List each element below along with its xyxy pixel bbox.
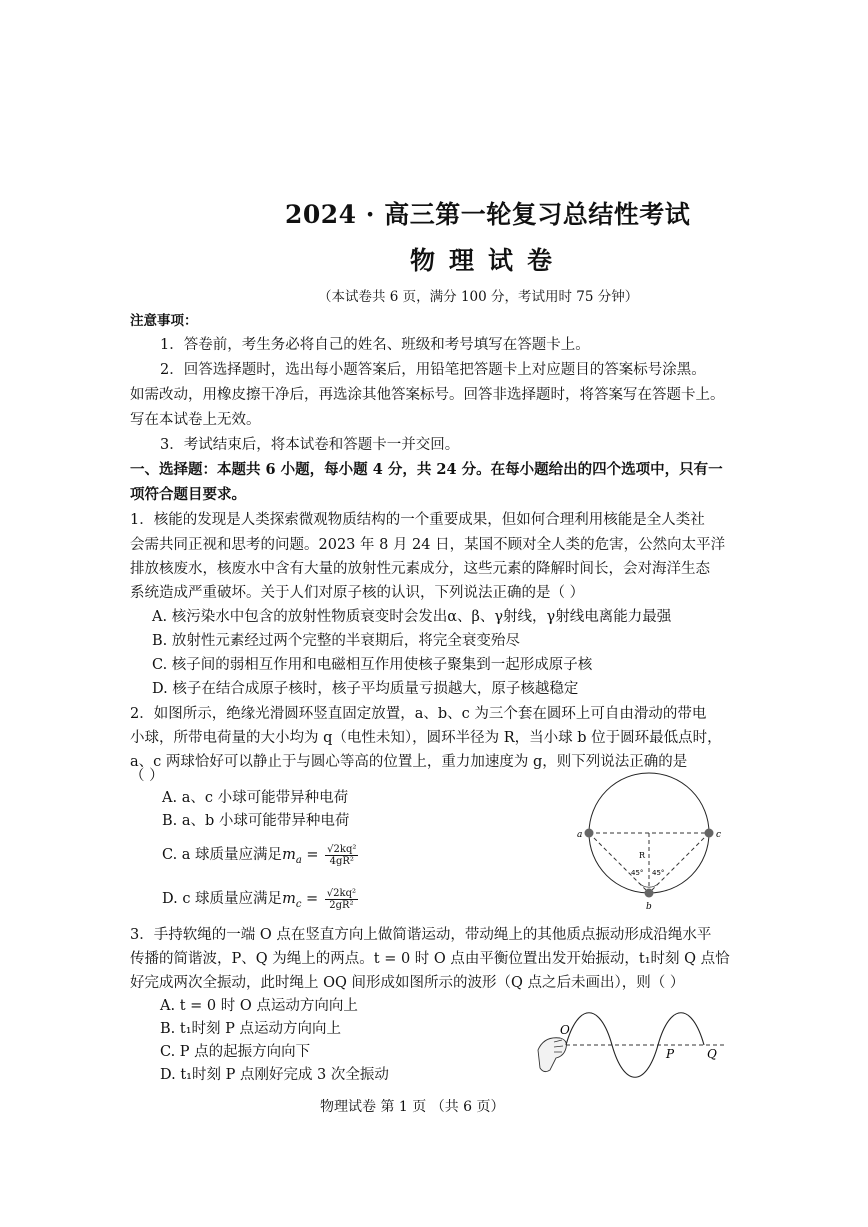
q2-option-a: A. a、c 小球可能带异种电荷 (162, 790, 349, 806)
note-line: 2．回答选择题时，选出每小题答案后，用铅笔把答题卡上对应题目的答案标号涂黑。 (160, 362, 706, 378)
note-line: 1．答卷前，考生务必将自己的姓名、班级和考号填写在答题卡上。 (160, 337, 590, 353)
label-c: c (716, 830, 722, 840)
q1-option-a: A. 核污染水中包含的放射性物质衰变时会发出α、β、γ射线，γ射线电离能力最强 (152, 609, 672, 625)
ball-b (645, 889, 654, 898)
q2-stem: 2．如图所示，绝缘光滑圆环竖直固定放置，a、b、c 为三个套在圆环上可自由滑动的带电 (130, 706, 707, 722)
q1-stem: 系统造成严重破坏。关于人们对原子核的认识，下列说法正确的是（ ） (130, 585, 585, 601)
q3-stem: 好完成两次全振动，此时绳上 OQ 间形成如图所示的波形（Q 点之后未画出），则（ ） (130, 975, 685, 991)
mass-symbol: m (282, 891, 296, 907)
note-line: 如需改动，用橡皮擦干净后，再选涂其他答案标号。回答非选择题时，将答案写在答题卡上。 (130, 387, 725, 403)
fraction (325, 844, 358, 867)
label-Q: Q (707, 1047, 717, 1061)
exam-subtitle: 物理试卷 (410, 246, 567, 275)
exam-info: （本试卷共 6 页，满分 100 分，考试用时 75 分钟） (318, 289, 639, 305)
q3-option-b: B. t₁时刻 P 点运动方向向上 (160, 1021, 341, 1037)
q2-option-b: B. a、b 小球可能带异种电荷 (162, 813, 350, 829)
fraction-numerator: √2kq² (326, 887, 357, 899)
q2-stem: a、c 两球恰好可以静止于与圆心等高的位置上，重力加速度为 g，则下列说法正确的是 (130, 754, 688, 770)
wave-curve (566, 1013, 704, 1078)
fraction-numerator: √2kq² (327, 843, 357, 855)
note-line: 写在本试卷上无效。 (130, 412, 261, 428)
notes-heading: 注意事项： (130, 313, 198, 329)
q2-option-d-text: D. c 球质量应满足 (162, 891, 283, 907)
q1-option-d: D. 核子在结合成原子核时，核子平均质量亏损越大，原子核越稳定 (152, 681, 579, 697)
q3-stem: 3．手持软绳的一端 O 点在竖直方向上做简谐运动，带动绳上的其他质点振动形成沿绳水平 (130, 927, 712, 943)
fraction (325, 888, 358, 911)
section-heading: 一、选择题：本题共 6 小题，每小题 4 分，共 24 分。在每小题给出的四个选项中，只有一 (130, 461, 723, 478)
label-a: a (577, 830, 583, 840)
q3-option-c: C. P 点的起振方向向下 (160, 1044, 311, 1060)
hand-icon (538, 1038, 566, 1072)
exam-title: 2024 · 高三第一轮复习总结性考试 (285, 200, 691, 229)
q3-option-a: A. t = 0 时 O 点运动方向向上 (160, 998, 358, 1014)
section-heading: 项符合题目要求。 (130, 486, 246, 503)
q2-stem: 小球，所带电荷量的大小均为 q（电性未知），圆环半径为 R，当小球 b 位于圆环最低点时， (130, 730, 722, 746)
page-footer: 物理试卷 第 1 页 （共 6 页） (320, 1099, 505, 1115)
q1-stem: 1．核能的发现是人类探索微观物质结构的一个重要成果，但如何合理利用核能是全人类社 (130, 512, 705, 528)
q2-stem: （ ） (130, 768, 164, 784)
label-O: O (560, 1023, 570, 1037)
label-P: P (666, 1047, 675, 1061)
q1-option-c: C. 核子间的弱相互作用和电磁相互作用使核子聚集到一起形成原子核 (152, 657, 593, 673)
q3-wave-figure (530, 1010, 740, 1085)
angle-right: 45° (652, 869, 665, 877)
ball-c (705, 829, 714, 838)
mass-subscript: a (295, 854, 302, 866)
q2-option-c: C. a 球质量应满足$m_a$ = $\frac{\text{√2kq²}}{\text{4gR²}}$ (162, 843, 357, 867)
q2-ring-figure (577, 770, 737, 910)
q3-stem: 传播的简谐波，P、Q 为绳上的两点。t = 0 时 O 点由平衡位置出发开始振动，t₁时刻 Q 点恰 (130, 951, 730, 967)
label-R: R (639, 851, 646, 860)
q1-stem: 会需共同正视和思考的问题。2023 年 8 月 24 日，某国不顾对全人类的危害，公然向太平洋 (130, 537, 726, 553)
q1-option-b: B. 放射性元素经过两个完整的半衰期后，将完全衰变殆尽 (152, 633, 520, 649)
q2-option-c-text: C. a 球质量应满足 (162, 847, 283, 863)
fraction-denominator: 2gR² (329, 899, 354, 911)
mass-symbol: m (282, 847, 296, 863)
label-b: b (646, 902, 652, 910)
q3-option-d: D. t₁时刻 P 点刚好完成 3 次全振动 (160, 1067, 389, 1083)
note-line: 3．考试结束后，将本试卷和答题卡一并交回。 (160, 437, 460, 453)
angle-left: 45° (631, 869, 644, 877)
ball-a (585, 829, 594, 838)
fraction-denominator: 4gR² (329, 855, 354, 867)
mass-subscript: c (295, 898, 302, 910)
q2-option-d: D. c 球质量应满足$m_c$ = $\frac{\text{√2kq²}}{\text{2gR²}}$ (162, 887, 357, 911)
q1-stem: 排放核废水，核废水中含有大量的放射性元素成分，这些元素的降解时间长，会对海洋生态 (130, 561, 710, 577)
